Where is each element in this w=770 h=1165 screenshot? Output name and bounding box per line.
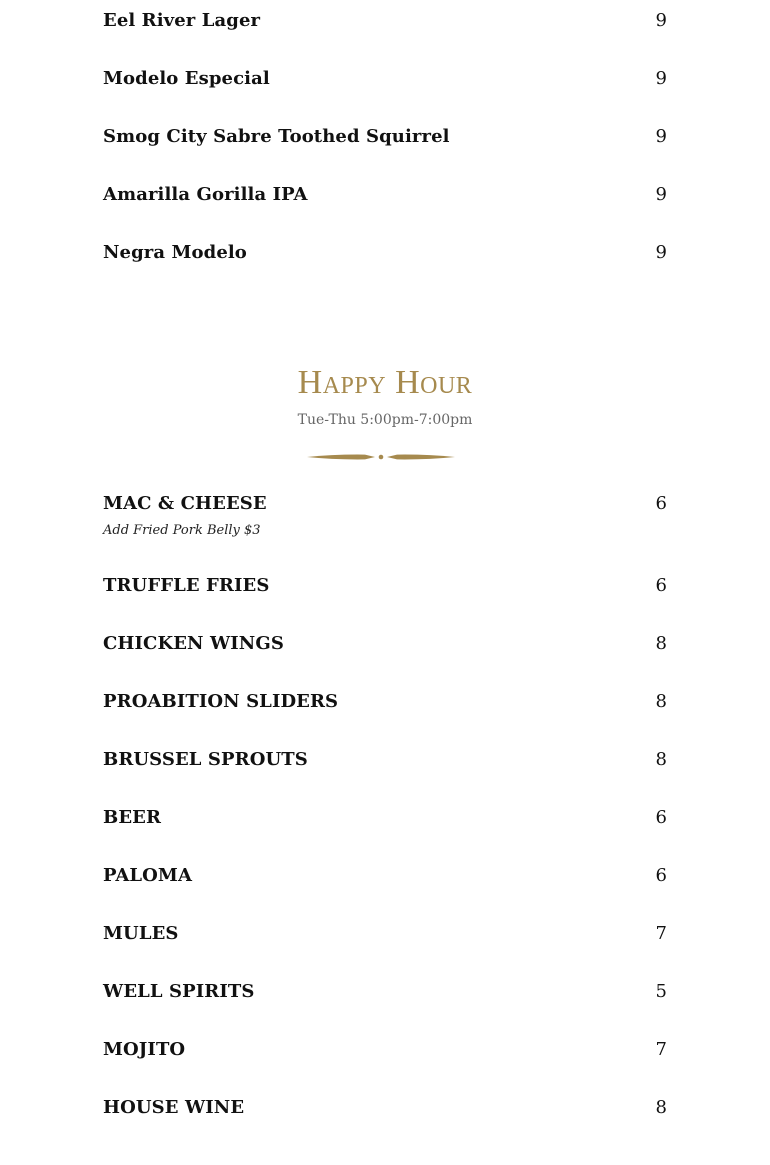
item-name: MULES xyxy=(103,923,179,944)
menu-item xyxy=(103,124,667,150)
item-name: TRUFFLE FRIES xyxy=(103,575,270,596)
item-note: Add Fried Pork Belly $3 xyxy=(103,523,261,538)
menu-item xyxy=(103,66,667,92)
item-name: PALOMA xyxy=(103,865,193,886)
item-price: 6 xyxy=(655,575,667,596)
menu-item xyxy=(103,240,667,266)
menu-item xyxy=(103,491,667,538)
menu-item xyxy=(103,1037,667,1063)
menu-item xyxy=(103,921,667,947)
menu-item xyxy=(103,689,667,715)
item-price: 6 xyxy=(655,865,667,886)
item-name: Eel River Lager xyxy=(103,10,261,31)
item-name: Negra Modelo xyxy=(103,242,247,263)
item-price: 9 xyxy=(655,126,667,147)
item-price: 9 xyxy=(655,242,667,263)
menu-item xyxy=(103,805,667,831)
item-price: 8 xyxy=(655,749,667,770)
item-name: Smog City Sabre Toothed Squirrel xyxy=(103,126,450,147)
item-name: MOJITO xyxy=(103,1039,186,1060)
item-price: 9 xyxy=(655,68,667,89)
item-price: 9 xyxy=(655,184,667,205)
item-name: WELL SPIRITS xyxy=(103,981,255,1002)
menu-item xyxy=(103,182,667,208)
item-price: 6 xyxy=(655,807,667,828)
section-title: Happy Hour xyxy=(297,364,473,401)
menu-item xyxy=(103,979,667,1005)
menu-item xyxy=(103,573,667,599)
item-price: 9 xyxy=(655,10,667,31)
menu-item xyxy=(103,631,667,657)
item-price: 8 xyxy=(655,633,667,654)
item-price: 5 xyxy=(655,981,667,1002)
item-price: 7 xyxy=(655,923,667,944)
item-price: 6 xyxy=(655,493,667,514)
item-name: MAC & CHEESE xyxy=(103,493,267,514)
item-name: HOUSE WINE xyxy=(103,1097,245,1118)
item-name: BRUSSEL SPROUTS xyxy=(103,749,308,770)
menu-item xyxy=(103,747,667,773)
item-name: Modelo Especial xyxy=(103,68,270,89)
menu-item xyxy=(103,863,667,889)
item-name: Amarilla Gorilla IPA xyxy=(103,184,308,205)
item-name: PROABITION SLIDERS xyxy=(103,691,339,712)
item-name: BEER xyxy=(103,807,162,828)
item-price: 8 xyxy=(655,691,667,712)
item-price: 8 xyxy=(655,1097,667,1118)
section-hours: Tue-Thu 5:00pm-7:00pm xyxy=(297,412,473,428)
item-name: CHICKEN WINGS xyxy=(103,633,284,654)
ornament-divider-icon xyxy=(305,451,457,463)
menu-item xyxy=(103,8,667,34)
item-price: 7 xyxy=(655,1039,667,1060)
menu-item xyxy=(103,1095,667,1121)
